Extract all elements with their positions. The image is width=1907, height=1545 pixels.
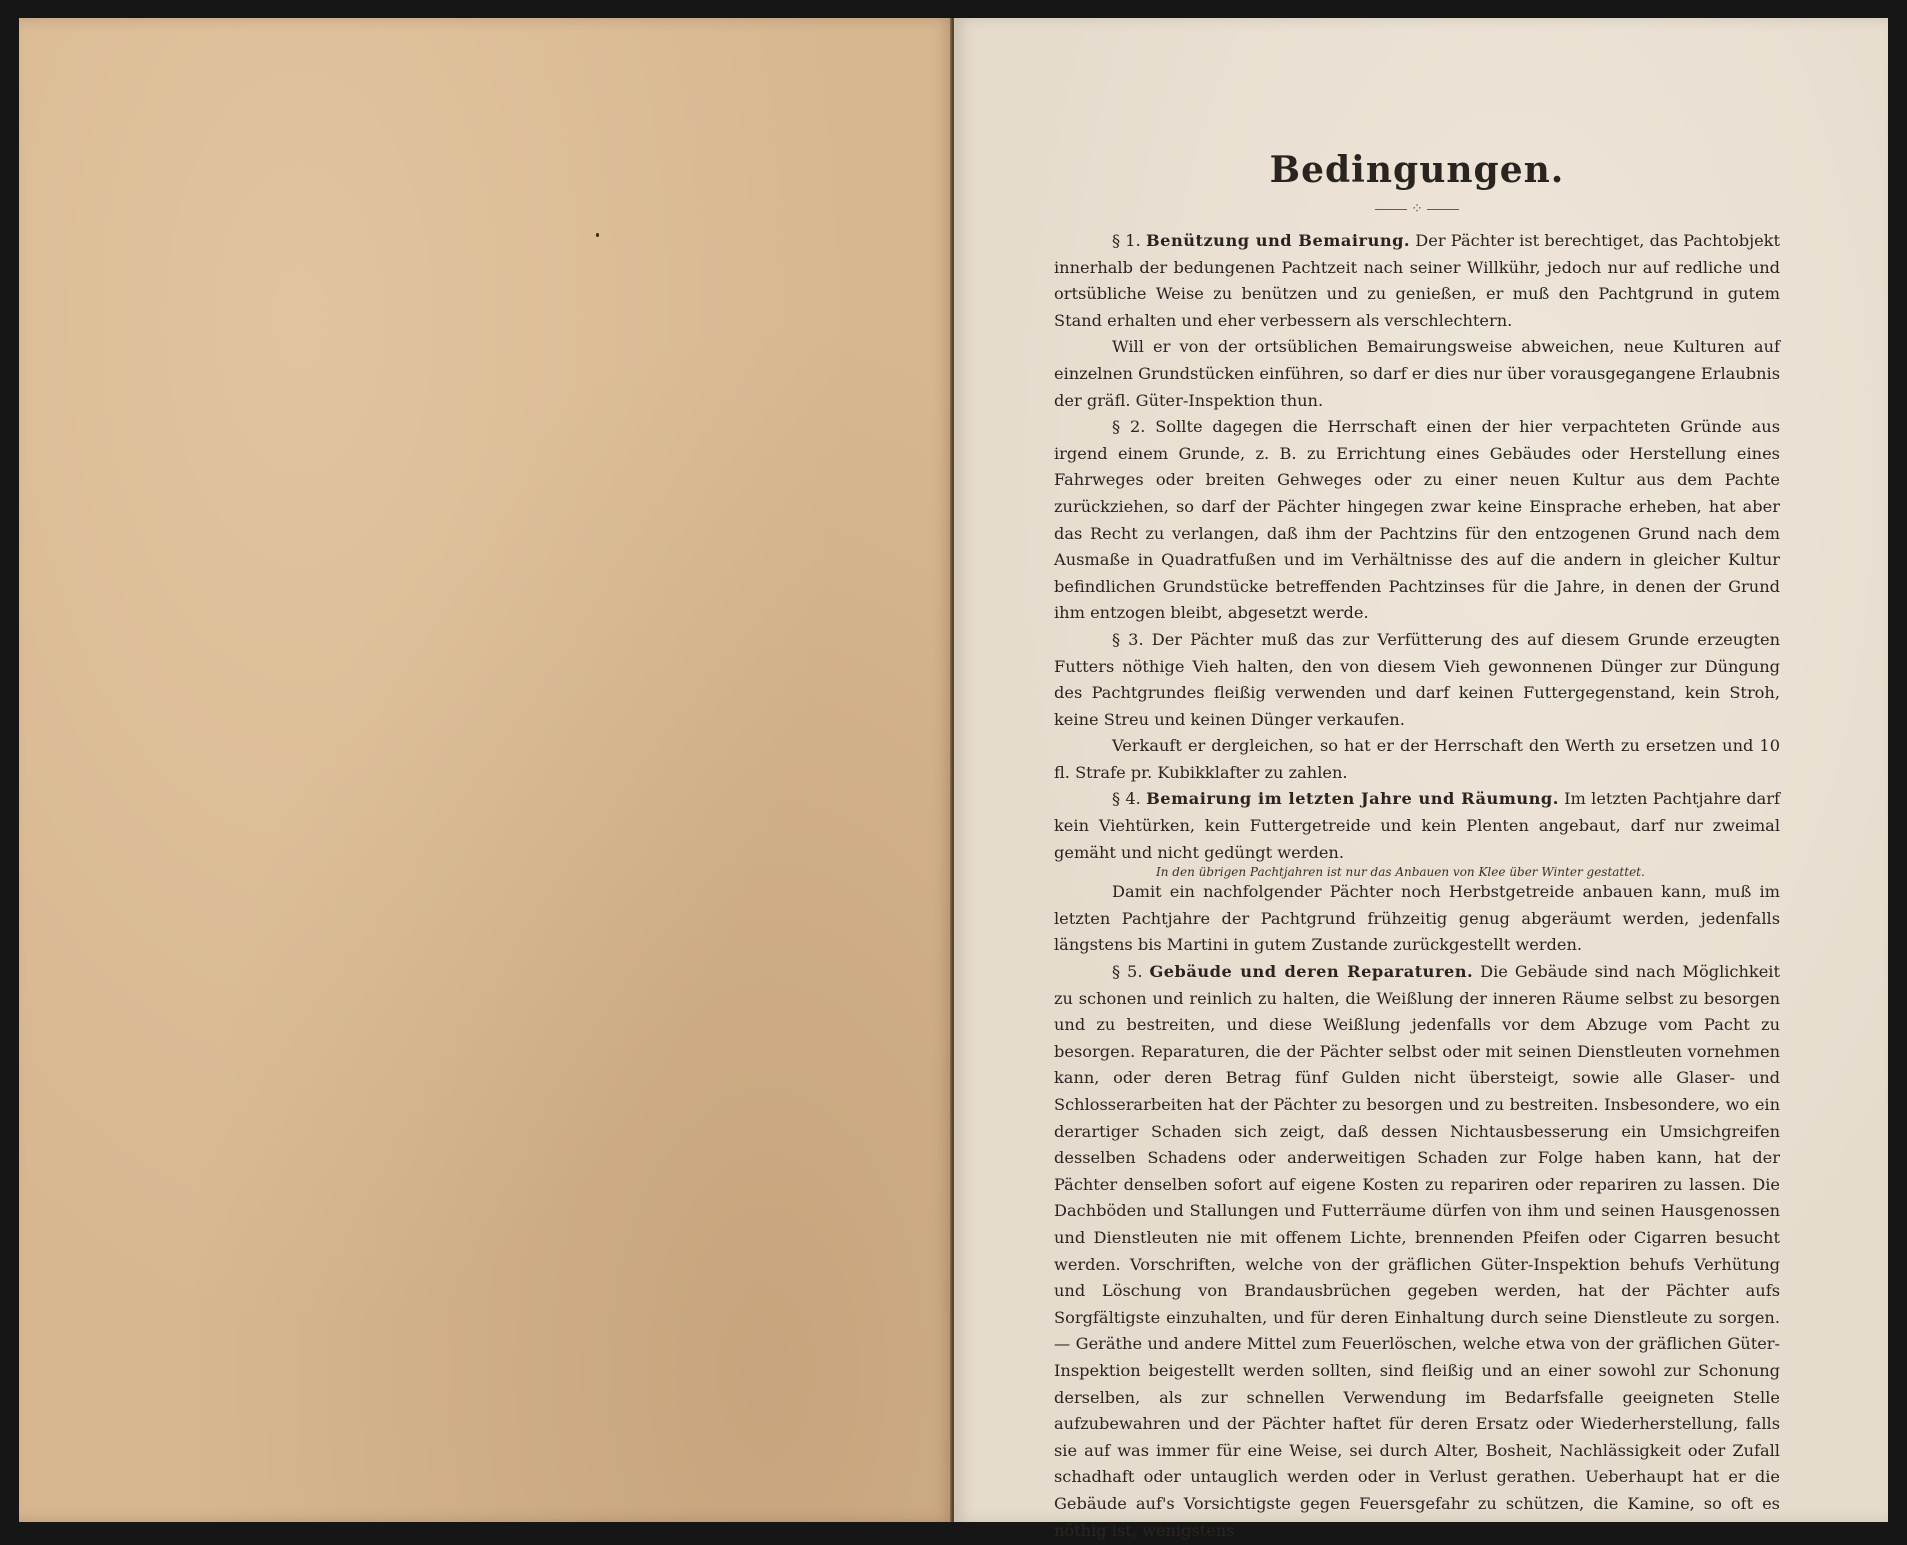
paragraph-text: Die Gebäude sind nach Möglichkeit zu schonen und reinlich zu halten, die Weißlung der inneren Räume selbst zu besorgen und zu bestreiten, und diese Weißlung jedenfalls vor dem Abzuge vom Pacht zu besorgen. Reparaturen, die der Pächter selbst oder mit seinen Dienstleuten vornehmen kann, oder deren Betrag fünf Gulden nicht übersteigt, sowie alle Glaser- und Schlosserarbeiten hat der Pächter zu besorgen und zu bestreiten. Insbesondere, wo ein derartiger Schaden sich zeigt, daß dessen Nichtausbesserung ein Umsichgreifen desselben Schadens oder anderweitigen Schaden zur Folge haben kann, hat der Pächter denselben sofort auf eigene Kosten zu repariren oder repariren zu lassen. Die Dachböden und Stallungen und Futterräume dürfen von ihm und seinen Hausgenossen und Dienstleuten nie mit offenem Lichte, brennenden Pfeifen oder Cigarren besucht werden. Vorschriften, welche von der gräflichen Güter-Inspektion behufs Verhütung und Löschung von Brandausbrüchen gegeben werden, hat der Pächter aufs Sorgfältigste einzuhalten, und für deren Einhaltung durch seine Dienstleute zu sorgen. — Geräthe und andere Mittel zum Feuerlöschen, welche etwa von der gräflichen Güter-Inspektion beigestellt werden sollten, sind fleißig und an einer sowohl zur Schonung derselben, als zur schnellen Verwendung im Bedarfsfalle geeigneten Stelle aufzubewahren und der Pächter haftet für deren Ersatz oder Wiederherstellung, falls sie auf was immer für eine Weise, sei durch Alter, Bosheit, Nachlässigkeit oder Zufall schadhaft oder untauglich werden oder in Verlust gerathen. Ueberhaupt hat er die Gebäude auf's Vorsichtigste gegen Feuersgefahr zu schützen, die Kamine, so oft es nöthig ist, wenigstens — [1054, 962, 1780, 1540]
section-number: § 5. — [1112, 962, 1143, 982]
handwritten-annotation-row — [1054, 866, 1780, 879]
section-heading: Bemairung im letzten Jahre und Räumung. — [1146, 789, 1559, 809]
section-number: § 4. — [1112, 789, 1141, 809]
handwritten-note: In den übrigen Pachtjahren ist nur das Anbauen von Klee über Winter gestattet. — [1156, 865, 1645, 880]
title-ornament — [1054, 200, 1780, 218]
page-title: Bedingungen. — [1269, 149, 1565, 191]
ornament-rule-left — [1375, 209, 1407, 210]
section-heading: Gebäude und deren Reparaturen. — [1149, 962, 1474, 982]
section-number: § 3. — [1112, 629, 1144, 649]
paper-speck — [596, 233, 599, 237]
paragraph-1 — [1054, 228, 1780, 334]
paragraph-text: Verkauft er dergleichen, so hat er der Herrschaft den Werth zu ersetzen und 10 fl. Strafe pr. Kubikklafter zu zahlen. — [1054, 736, 1780, 782]
paragraph-3 — [1054, 414, 1780, 627]
paragraph-text: Der Pächter ist berechtiget, das Pachtobjekt innerhalb der bedungenen Pachtzeit nach seiner Willkühr, jedoch nur auf redliche und ortsübliche Weise zu benützen und zu genießen, er muß den Pachtgrund in gutem Stand erhalten und eher verbessern als verschlechtern. — [1054, 231, 1780, 330]
paragraph-text: Der Pächter muß das zur Verfütterung des auf diesem Grunde erzeugten Futters nöthige Vieh halten, den von diesem Vieh gewonnenen Dünger zur Düngung des Pachtgrundes fleißig verwenden und darf keinen Futtergegenstand, kein Stroh, keine Streu und keinen Dünger verkaufen. — [1054, 629, 1780, 729]
section-heading: Benützung und Bemairung. — [1145, 231, 1411, 250]
paragraph-2 — [1054, 334, 1780, 414]
paragraph-text: Will er von der ortsüblichen Bemairungsweise abweichen, neue Kulturen auf einzelnen Grundstücken einführen, so darf er dies nur über vorausgegangene Erlaubnis der gräfl. Güter-Inspektion thun. — [1054, 337, 1780, 410]
paragraph-text: Sollte dagegen die Herrschaft einen der hier verpachteten Gründe aus irgend einem Grunde, z. B. zu Errichtung eines Gebäudes oder Herstellung eines Fahrweges oder breiten Gehweges oder zu einer neuen Kultur aus dem Pachte zurückziehen, so darf der Pächter hingegen zwar keine Einsprache erheben, hat aber das Recht zu verlangen, daß ihm der Pachtzins für den entzogenen Grund nach dem Ausmaße in Quadratfußen und im Verhältnisse des auf die andern in gleicher Kultur befindlichen Grundstücke betreffenden Pachtzinses für die Jahre, in denen der Grund ihm entzogen bleibt, abgesetzt werde. — [1054, 417, 1780, 623]
page-content — [1054, 148, 1780, 1544]
ornament-rule-right — [1427, 209, 1459, 210]
paragraph-8 — [1054, 959, 1780, 1544]
paragraph-7 — [1054, 879, 1780, 959]
paragraph-4 — [1054, 627, 1780, 733]
left-blank-page — [19, 18, 954, 1522]
ornament-glyph: ⁘ — [1411, 201, 1423, 217]
section-number: § 1. — [1112, 231, 1141, 250]
right-text-page — [954, 18, 1888, 1540]
paragraph-6 — [1054, 786, 1780, 866]
paragraph-5 — [1054, 733, 1780, 786]
section-number: § 2. — [1112, 417, 1146, 437]
paragraph-text: Damit ein nachfolgender Pächter noch Herbstgetreide anbauen kann, muß im letzten Pachtjahre der Pachtgrund frühzeitig genug abgeräumt werden, jedenfalls längstens bis Martini in gutem Zustande zurückgestellt werden. — [1054, 882, 1780, 955]
paragraph-text: Im letzten Pachtjahre darf kein Viehtürken, kein Futtergetreide und kein Plenten angebaut, darf nur zweimal gemäht und nicht gedüngt werden. — [1054, 789, 1780, 862]
